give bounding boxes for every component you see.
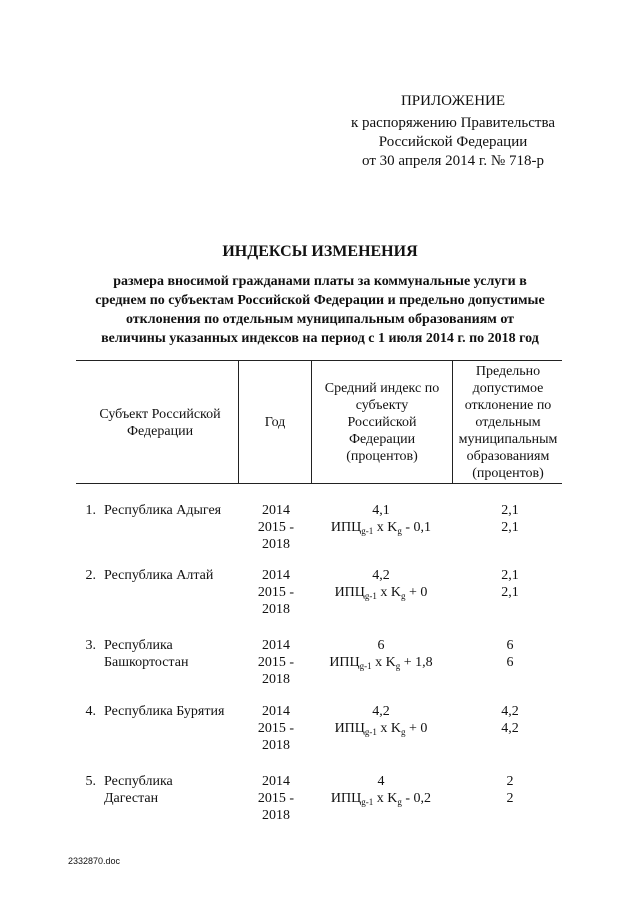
appendix-line-3: от 30 апреля 2014 г. № 718-р: [362, 153, 544, 169]
period-years: 2014 2015 - 2018: [257, 568, 295, 617]
subject-name: Республика Бурятия: [104, 704, 225, 719]
index-formula: $ИПЦ_{g-1}$ x $K_g - 0,2$: [330, 791, 432, 807]
index-formula: $ИПЦ_{g-1}$ x $K_g + 1,8$: [329, 655, 433, 671]
row-number: 2.: [85, 568, 96, 583]
average-index-value: 4,1 $ИПЦ_{g-1}$ x $K_g - 0,1$: [310, 502, 452, 536]
document-subtitle: [70, 272, 570, 348]
period-years: 2014 2015 - 2018: [257, 503, 295, 552]
max-deviation-value: 2 2: [506, 774, 514, 806]
subtitle-line-1: размера вносимой гражданами платы за коммунальные услуги в: [113, 274, 527, 289]
index-formula: $ИПЦ_{g-1}$ x $K_g + 0$: [334, 585, 428, 601]
appendix-block: [345, 92, 561, 171]
subtitle-line-2: среднем по субъектам Российской Федерации и предельно допустимые: [95, 293, 545, 308]
header-year: Год: [264, 415, 286, 430]
row-number: 4.: [85, 704, 96, 719]
header-average-index: Средний индекс по субъекту Российской Федерации (процентов): [324, 381, 440, 464]
subject-name: Республика Дагестан: [104, 774, 173, 806]
max-deviation-value: 2,1 2,1: [501, 568, 519, 600]
header-subject: Субъект Российской Федерации: [99, 407, 221, 439]
period-years: 2014 2015 - 2018: [257, 704, 295, 753]
header-max-deviation: Предельно допустимое отклонение по отдельным муниципальным образованиям (процентов): [458, 364, 558, 481]
max-deviation-value: 4,2 4,2: [501, 704, 519, 736]
subject-name: Республика Адыгея: [104, 503, 222, 518]
table-column-divider: [238, 360, 239, 483]
row-number: 5.: [85, 774, 96, 789]
max-deviation-value: 6 6: [506, 638, 514, 670]
table-top-rule: [76, 360, 562, 361]
file-name-footer: 2332870.doc: [68, 856, 121, 866]
table-header-bottom-rule: [76, 483, 562, 484]
document-title: ИНДЕКСЫ ИЗМЕНЕНИЯ: [222, 243, 418, 260]
row-number: 3.: [85, 638, 96, 653]
average-index-value: 4 $ИПЦ_{g-1}$ x $K_g - 0,2$: [310, 773, 452, 807]
max-deviation-value: 2,1 2,1: [501, 503, 519, 535]
average-index-value: 4,2 $ИПЦ_{g-1}$ x $K_g + 0$: [310, 703, 452, 737]
subtitle-line-4: величины указанных индексов на период с 1 июля 2014 г. по 2018 год: [101, 331, 539, 346]
index-formula: $ИПЦ_{g-1}$ x $K_g + 0$: [334, 721, 428, 737]
subtitle-line-3: отклонения по отдельным муниципальным образованиям от: [125, 312, 515, 327]
table-column-divider: [311, 360, 312, 483]
appendix-heading: ПРИЛОЖЕНИЕ: [400, 93, 506, 109]
index-formula: $ИПЦ_{g-1}$ x $K_g - 0,1$: [330, 520, 432, 536]
subject-name: Республика Башкортостан: [104, 638, 189, 670]
average-index-value: 6 $ИПЦ_{g-1}$ x $K_g + 1,8$: [310, 637, 452, 671]
period-years: 2014 2015 - 2018: [257, 774, 295, 823]
average-index-value: 4,2 $ИПЦ_{g-1}$ x $K_g + 0$: [310, 567, 452, 601]
row-number: 1.: [85, 503, 96, 518]
period-years: 2014 2015 - 2018: [257, 638, 295, 687]
appendix-line-1: к распоряжению Правительства: [350, 115, 555, 131]
subject-name: Республика Алтай: [104, 568, 214, 583]
appendix-line-2: Российской Федерации: [378, 134, 528, 150]
